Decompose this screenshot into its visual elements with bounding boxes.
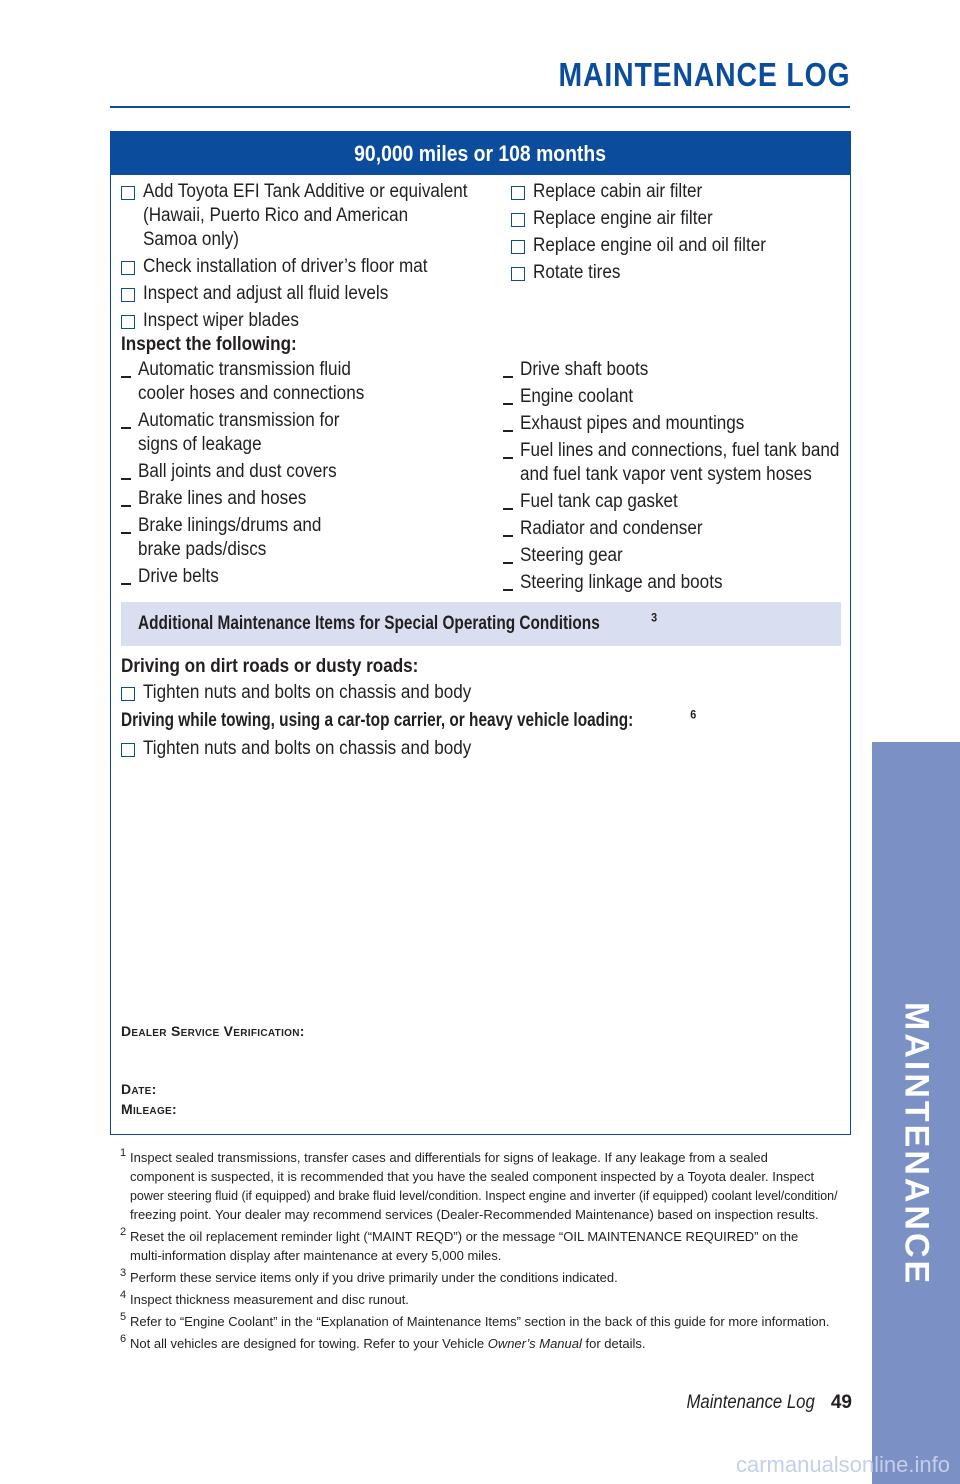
checkbox[interactable] [121,687,135,701]
inspect-item: Steering gear [503,544,848,568]
towing-heading: Driving while towing, using a car-top carrier, or heavy vehicle loading: $^6$ [121,707,697,731]
checkbox[interactable] [121,315,135,329]
checkbox[interactable] [511,186,525,200]
inspect-item: Steering linkage and boots [503,571,848,595]
footnote: 3 Perform these service items only if you drive primarily under the conditions indicated. [120,1267,618,1285]
dash-mark [503,457,513,459]
dash-mark [121,427,131,429]
watermark: carmanualsonline.info [735,1452,950,1477]
checklist-item: Rotate tires [511,261,871,285]
footer-section-name: Maintenance Log [686,1392,815,1413]
checkbox[interactable] [511,240,525,254]
footnote: 6 Not all vehicles are designed for towing. Refer to your Vehicle Owner’s Manual for details. [120,1333,646,1351]
dash-mark [503,562,513,564]
inspect-item: Automatic transmission fluid cooler hoses and connections [121,358,481,406]
footnotes [120,1148,840,1356]
date-label: Date: [121,1081,157,1097]
maintenance-section-tab[interactable] [872,742,960,1484]
special-conditions-band: Additional Maintenance Items for Special Operating Conditions $^3$ [121,602,841,646]
footnote: 1 Inspect sealed transmissions, transfer cases and differentials for signs of leakage. If any leakage from a sealed component is suspected, it is recommended that you have the sealed component inspected by a Toyota dealer. Inspect power steering fluid (if equipped) and brake fluid level/condition. Inspect engine and inverter (if equipped) coolant level/condition/ freezing point. Your dealer may recommend services (Dealer-Recommended Maintenance) based on inspection results. [120,1147,838,1222]
dash-mark [503,589,513,591]
checkbox[interactable] [121,743,135,757]
inspect-item: Fuel tank cap gasket [503,490,848,514]
inspect-item: Engine coolant [503,385,848,409]
inspect-list-left [121,358,481,592]
checklist-item: Replace cabin air filter [511,180,871,204]
dash-mark [121,583,131,585]
inspect-item: Drive shaft boots [503,358,848,382]
dirt-roads-heading: Driving on dirt roads or dusty roads: [121,656,419,677]
checklist-item: Tighten nuts and bolts on chassis and body [121,681,508,705]
dash-mark [121,376,131,378]
checklist-item: Check installation of driver’s floor mat [121,255,481,279]
title-divider [110,106,850,108]
left-checklist [121,180,481,336]
inspect-list-right [503,358,848,598]
mileage-label: Mileage: [121,1101,177,1117]
page-footer [669,1392,852,1414]
checkbox[interactable] [511,213,525,227]
checkbox[interactable] [121,261,135,275]
dash-mark [503,508,513,510]
dash-mark [503,376,513,378]
side-tab-label: MAINTENANCE [897,1002,936,1287]
inspect-item: Brake linings/drums and brake pads/discs [121,514,481,562]
inspect-item: Drive belts [121,565,481,589]
checklist-item: Inspect wiper blades [121,309,481,333]
page-title: MAINTENANCE LOG [558,56,850,93]
inspect-item: Radiator and condenser [503,517,848,541]
inspect-item: Automatic transmission for signs of leakage [121,409,481,457]
checkbox[interactable] [121,288,135,302]
checklist-item: Tighten nuts and bolts on chassis and body [121,737,508,761]
inspect-item: Exhaust pipes and mountings [503,412,848,436]
interval-header: 90,000 miles or 108 months [111,132,850,175]
inspect-item: Fuel lines and connections, fuel tank band and fuel tank vapor vent system hoses [503,439,848,487]
checklist-item: Add Toyota EFI Tank Additive or equivalent (Hawaii, Puerto Rico and American Samoa only) [121,180,481,252]
page-number: 49 [830,1392,852,1413]
checkbox[interactable] [121,186,135,200]
dealer-verification-label: Dealer Service Verification: [121,1023,305,1039]
right-checklist [511,180,871,288]
dash-mark [503,535,513,537]
footnote: 2 Reset the oil replacement reminder light (“MAINT REQD”) or the message “OIL MAINTENANCE REQUIRED” on the multi-information display after maintenance at every 5,000 miles. [120,1226,799,1263]
inspect-item: Ball joints and dust covers [121,460,481,484]
dash-mark [121,478,131,480]
inspect-heading: Inspect the following: [121,334,297,355]
checklist-item: Replace engine air filter [511,207,871,231]
checkbox[interactable] [511,267,525,281]
dash-mark [121,505,131,507]
dash-mark [503,430,513,432]
footnote: 5 Refer to “Engine Coolant” in the “Explanation of Maintenance Items” section in the back of this guide for more information. [120,1311,830,1329]
inspect-item: Brake lines and hoses [121,487,481,511]
checklist-item: Replace engine oil and oil filter [511,234,871,258]
checklist-item: Inspect and adjust all fluid levels [121,282,481,306]
dash-mark [121,532,131,534]
maintenance-interval-box [110,131,851,1135]
footnote: 4 Inspect thickness measurement and disc runout. [120,1289,409,1307]
dash-mark [503,403,513,405]
